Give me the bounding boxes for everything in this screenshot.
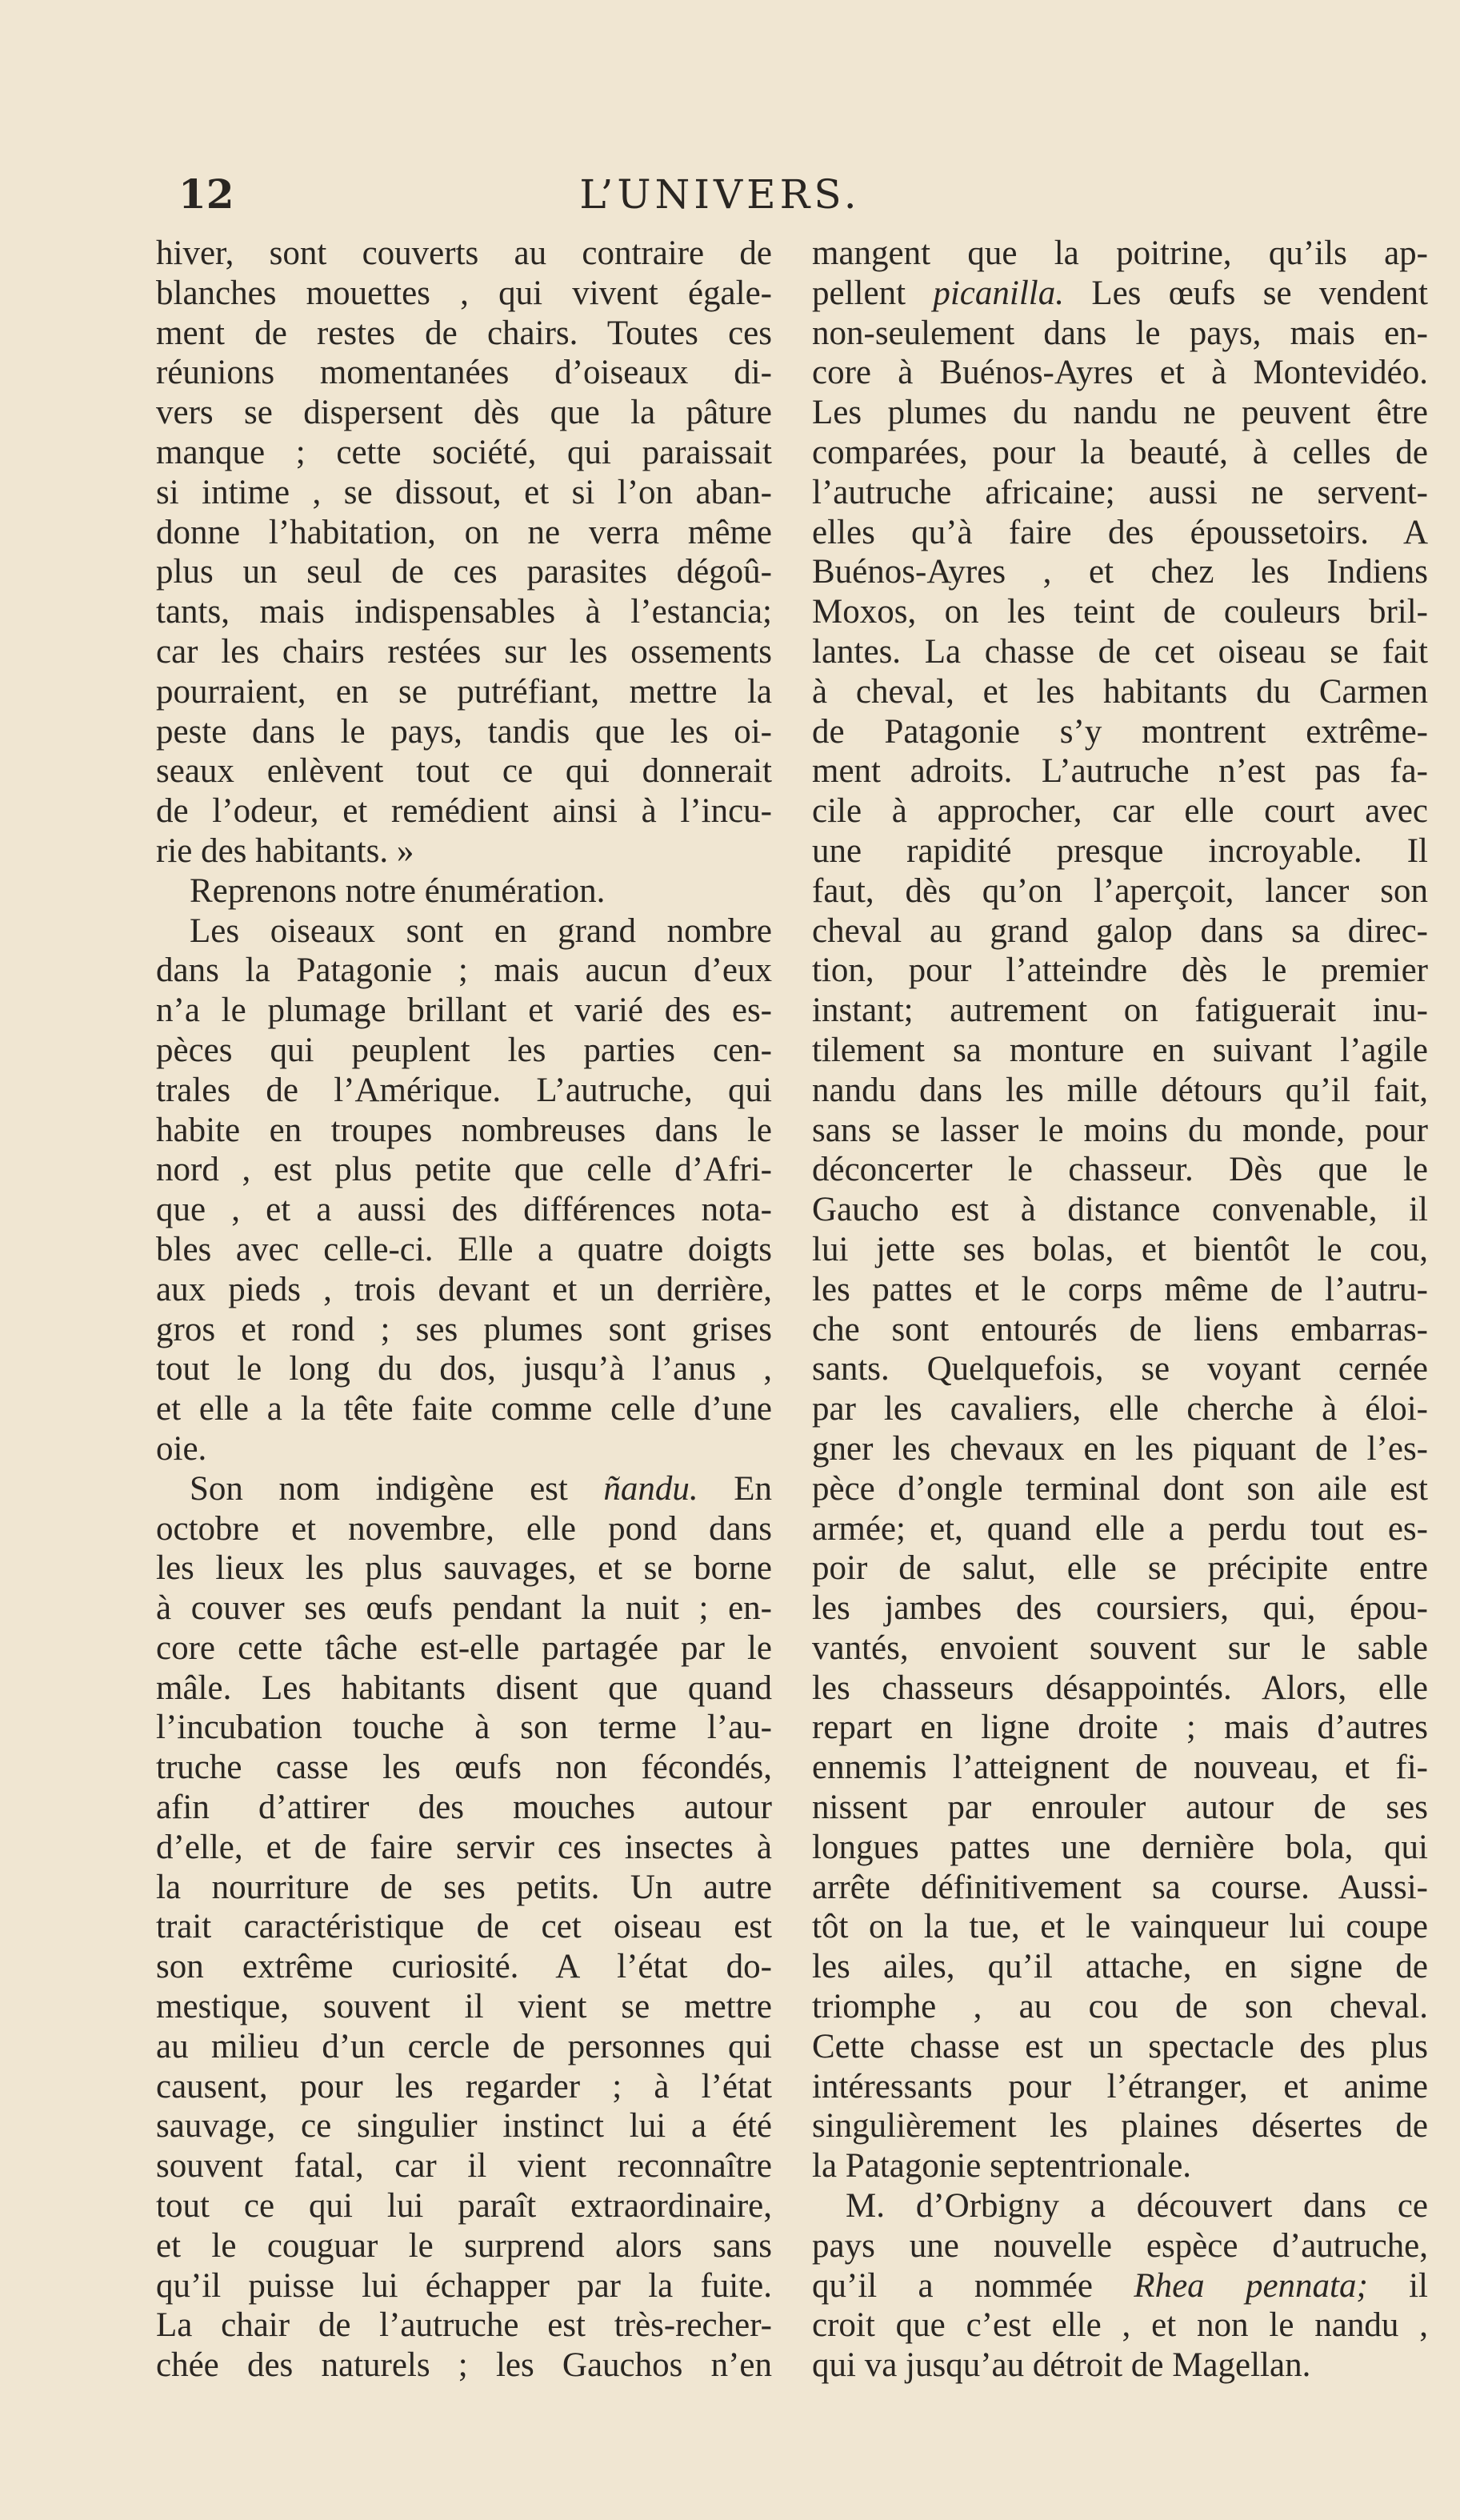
- text-line: [156, 2146, 772, 2186]
- page-header: [156, 166, 1284, 222]
- line-tail: il: [1367, 2266, 1429, 2305]
- text-line: [812, 473, 1428, 513]
- text-line: [812, 791, 1428, 831]
- text-line: [156, 1349, 772, 1389]
- line-text: qu’il a nommée: [812, 2266, 1093, 2305]
- text-line: [812, 433, 1428, 473]
- line-text: réunions momentanées d’oiseaux di-: [156, 354, 772, 392]
- text-line: [812, 1389, 1428, 1429]
- line-text: son extrême curiosité. A l’état do-: [156, 1948, 772, 1986]
- line-text: tion, pour l’atteindre dès le premier: [812, 952, 1428, 990]
- line-text: déconcerter le chasseur. Dès que le: [812, 1151, 1428, 1189]
- text-line: [156, 1788, 772, 1828]
- line-text: aux pieds , trois devant et un derrière,: [156, 1270, 772, 1308]
- text-line: [812, 2226, 1428, 2266]
- line-text: armée; et, quand elle a perdu tout es-: [812, 1509, 1428, 1548]
- line-text: mangent que la poitrine, qu’ils ap-: [812, 234, 1428, 272]
- line-text: vers se dispersent dès que la pâture: [156, 394, 772, 432]
- line-text: nandu dans les mille détours qu’il fait,: [812, 1071, 1428, 1109]
- text-line: [812, 393, 1428, 433]
- text-line: [156, 1947, 772, 1987]
- line-text: gros et rond ; ses plumes sont grises: [156, 1310, 772, 1348]
- line-text: les jambes des coursiers, qui, épou-: [812, 1589, 1428, 1628]
- line-text: habite en troupes nombreuses dans le: [156, 1111, 772, 1149]
- text-line: [812, 1429, 1428, 1469]
- text-line: [156, 2186, 772, 2226]
- line-text: tants, mais indispensables à l’estancia;: [156, 593, 772, 631]
- line-text: blanches mouettes , qui vivent égale-: [156, 274, 772, 312]
- text-line: [156, 1071, 772, 1111]
- line-text: hiver, sont couverts au contraire de: [156, 234, 772, 272]
- text-line: [812, 1788, 1428, 1828]
- text-line: [812, 1629, 1428, 1669]
- text-line: [156, 314, 772, 354]
- line-text: cile à approcher, car elle court avec: [812, 792, 1428, 831]
- line-tail: Les œufs se vendent: [1063, 274, 1428, 312]
- line-text: peste dans le pays, tandis que les oi-: [156, 712, 772, 751]
- line-text: pellent: [812, 274, 906, 312]
- line-text: M. d’Orbigny a découvert dans ce: [846, 2187, 1428, 2226]
- text-line: [812, 751, 1428, 791]
- line-text: trales de l’Amérique. L’autruche, qui: [156, 1071, 772, 1109]
- text-line: [812, 2027, 1428, 2067]
- text-line: [812, 1150, 1428, 1190]
- line-text: croit que c’est elle , et non le nandu ,: [812, 2306, 1428, 2345]
- text-line: [812, 991, 1428, 1031]
- line-text: chée des naturels ; les Gauchos n’en: [156, 2346, 772, 2385]
- text-line: [156, 1548, 772, 1589]
- page-number: 12: [178, 170, 234, 218]
- text-line: [156, 353, 772, 393]
- text-line: [812, 1907, 1428, 1947]
- text-line: [812, 1509, 1428, 1549]
- text-line: [156, 274, 772, 314]
- text-line: [156, 592, 772, 632]
- line-text: sans se lasser le moins du monde, pour: [812, 1111, 1428, 1149]
- line-text: à couver ses œufs pendant la nuit ; en-: [156, 1589, 772, 1628]
- text-line: [812, 632, 1428, 672]
- text-line: [812, 2067, 1428, 2107]
- text-line: [156, 1708, 772, 1748]
- text-line: [156, 2306, 772, 2346]
- line-text: et le couguar le surprend alors sans: [156, 2226, 772, 2265]
- text-line: [156, 871, 772, 911]
- text-line: [156, 1310, 772, 1350]
- text-line: [156, 1748, 772, 1788]
- text-line: [812, 353, 1428, 393]
- text-line: [812, 911, 1428, 952]
- text-line: [812, 2306, 1428, 2346]
- line-text: souvent fatal, car il vient reconnaître: [156, 2147, 772, 2185]
- line-text: Moxos, on les teint de couleurs bril-: [812, 593, 1428, 631]
- text-line: [156, 393, 772, 433]
- line-text: tout le long du dos, jusqu’à l’anus ,: [156, 1350, 772, 1388]
- line-text: vantés, envoient souvent sur le sable: [812, 1629, 1428, 1667]
- text-line: [812, 712, 1428, 752]
- line-text: mâle. Les habitants disent que quand: [156, 1669, 772, 1707]
- line-text: Gaucho est à distance convenable, il: [812, 1191, 1428, 1229]
- line-text: intéressants pour l’étranger, et anime: [812, 2067, 1428, 2105]
- line-text: Son nom indigène est: [190, 1469, 568, 1508]
- line-text: nord , est plus petite que celle d’Afri-: [156, 1151, 772, 1189]
- text-line: [812, 1111, 1428, 1151]
- line-text: une rapidité presque incroyable. Il: [812, 831, 1428, 870]
- line-text: dans la Patagonie ; mais aucun d’eux: [156, 952, 772, 990]
- line-text: truche casse les œufs non fécondés,: [156, 1749, 772, 1787]
- line-text: nissent par enrouler autour de ses: [812, 1789, 1428, 1827]
- text-line: [156, 1509, 772, 1549]
- line-text: pèces qui peuplent les parties cen-: [156, 1031, 772, 1069]
- text-line: [156, 1111, 772, 1151]
- line-text: ment de restes de chairs. Toutes ces: [156, 314, 772, 352]
- line-text: de l’odeur, et remédient ainsi à l’incu-: [156, 792, 772, 831]
- text-column-left: [156, 234, 772, 2386]
- line-text: de Patagonie s’y montrent extrême-: [812, 712, 1428, 751]
- line-text: longues pattes une dernière bola, qui: [812, 1828, 1428, 1866]
- text-line: [156, 433, 772, 473]
- line-text: pays une nouvelle espèce d’autruche,: [812, 2226, 1428, 2265]
- text-line: [812, 1469, 1428, 1509]
- line-text: qui va jusqu’au détroit de Magellan.: [812, 2346, 1311, 2385]
- line-text: non-seulement dans le pays, mais en-: [812, 314, 1428, 352]
- text-line: [156, 2067, 772, 2107]
- text-line: [156, 1031, 772, 1071]
- line-text: lantes. La chasse de cet oiseau se fait: [812, 632, 1428, 671]
- text-line: [812, 2146, 1428, 2186]
- text-line: [156, 1469, 772, 1509]
- line-text: les chasseurs désappointés. Alors, elle: [812, 1669, 1428, 1707]
- line-text: core à Buénos-Ayres et à Montevidéo.: [812, 354, 1428, 392]
- text-line: [156, 1270, 772, 1310]
- line-text: octobre et novembre, elle pond dans: [156, 1509, 772, 1548]
- text-line: [156, 1907, 772, 1947]
- text-line: [812, 1031, 1428, 1071]
- text-line: [812, 2346, 1428, 2386]
- text-line: [156, 1389, 772, 1429]
- text-line: [156, 473, 772, 513]
- line-text: Buénos-Ayres , et chez les Indiens: [812, 553, 1428, 591]
- text-line: [812, 1589, 1428, 1629]
- text-line: [812, 1270, 1428, 1310]
- line-text: pèce d’ongle terminal dont son aile est: [812, 1469, 1428, 1508]
- text-line: [156, 2027, 772, 2067]
- italic-term: picanilla.: [933, 274, 1064, 312]
- line-text: Reprenons notre énumération.: [190, 871, 606, 910]
- line-text: arrête définitivement sa course. Aussi-: [812, 1868, 1428, 1906]
- text-line: [812, 672, 1428, 712]
- text-line: [156, 1669, 772, 1709]
- text-line: [156, 991, 772, 1031]
- text-line: [156, 234, 772, 274]
- italic-term: Rhea pennata;: [1134, 2266, 1368, 2305]
- line-text: manque ; cette société, qui paraissait: [156, 433, 772, 471]
- text-line: [812, 1230, 1428, 1270]
- line-text: trait caractéristique de cet oiseau est: [156, 1908, 772, 1946]
- line-text: seaux enlèvent tout ce qui donnerait: [156, 752, 772, 791]
- line-text: les ailes, qu’il attache, en signe de: [812, 1948, 1428, 1986]
- text-line: [156, 712, 772, 752]
- line-text: repart en ligne droite ; mais d’autres: [812, 1709, 1428, 1747]
- line-text: tôt on la tue, et le vainqueur lui coupe: [812, 1908, 1428, 1946]
- line-text: la nourriture de ses petits. Un autre: [156, 1868, 772, 1906]
- line-text: tilement sa monture en suivant l’agile: [812, 1031, 1428, 1069]
- line-text: triomphe , au cou de son cheval.: [812, 1988, 1428, 2026]
- text-line: [812, 592, 1428, 632]
- line-text: ment adroits. L’autruche n’est pas fa-: [812, 752, 1428, 791]
- line-text: plus un seul de ces parasites dégoû-: [156, 553, 772, 591]
- line-tail: En: [698, 1469, 772, 1508]
- line-text: oie.: [156, 1429, 207, 1468]
- line-text: à cheval, et les habitants du Carmen: [812, 672, 1428, 711]
- line-text: elles qu’à faire des époussetoirs. A: [812, 513, 1428, 551]
- line-text: que , et a aussi des différences nota-: [156, 1191, 772, 1229]
- text-line: [156, 911, 772, 952]
- line-text: tout ce qui lui paraît extraordinaire,: [156, 2187, 772, 2226]
- text-line: [812, 1868, 1428, 1908]
- text-line: [812, 513, 1428, 553]
- line-text: instant; autrement on fatiguerait inu-: [812, 992, 1428, 1030]
- line-text: n’a le plumage brillant et varié des es-: [156, 992, 772, 1030]
- line-text: cheval au grand galop dans sa direc-: [812, 911, 1428, 950]
- line-text: rie des habitants. »: [156, 831, 414, 870]
- text-line: [812, 1987, 1428, 2027]
- text-line: [812, 2106, 1428, 2146]
- line-text: car les chairs restées sur les ossements: [156, 632, 772, 671]
- line-text: qu’il puisse lui échapper par la fuite.: [156, 2266, 772, 2305]
- line-text: sants. Quelquefois, se voyant cernée: [812, 1350, 1428, 1388]
- text-line: [156, 2106, 772, 2146]
- text-line: [812, 552, 1428, 592]
- text-column-right: [812, 234, 1428, 2386]
- line-text: ennemis l’atteignent de nouveau, et fi-: [812, 1749, 1428, 1787]
- line-text: pourraient, en se putréfiant, mettre la: [156, 672, 772, 711]
- line-text: Cette chasse est un spectacle des plus: [812, 2027, 1428, 2065]
- text-line: [812, 1947, 1428, 1987]
- text-line: [156, 513, 772, 553]
- line-text: d’elle, et de faire servir ces insectes à: [156, 1828, 772, 1866]
- text-line: [156, 2266, 772, 2306]
- text-line: [812, 951, 1428, 991]
- text-line: [156, 951, 772, 991]
- text-line: [156, 751, 772, 791]
- text-line: [156, 791, 772, 831]
- text-line: [812, 871, 1428, 911]
- line-text: donne l’habitation, on ne verra même: [156, 513, 772, 551]
- text-line: [156, 1828, 772, 1868]
- text-line: [156, 1429, 772, 1469]
- line-text: la Patagonie septentrionale.: [812, 2147, 1192, 2185]
- line-text: et elle a la tête faite comme celle d’une: [156, 1390, 772, 1428]
- text-line: [812, 831, 1428, 871]
- text-line: [156, 831, 772, 871]
- line-text: poir de salut, elle se précipite entre: [812, 1549, 1428, 1588]
- text-line: [812, 314, 1428, 354]
- running-title: L’UNIVERS.: [579, 171, 861, 218]
- line-text: par les cavaliers, elle cherche à éloi-: [812, 1390, 1428, 1428]
- text-line: [156, 2226, 772, 2266]
- line-text: lui jette ses bolas, et bientôt le cou,: [812, 1230, 1428, 1268]
- text-line: [812, 1748, 1428, 1788]
- line-text: faut, dès qu’on l’aperçoit, lancer son: [812, 871, 1428, 910]
- line-text: mestique, souvent il vient se mettre: [156, 1988, 772, 2026]
- line-text: l’autruche africaine; aussi ne servent-: [812, 473, 1428, 511]
- line-text: core cette tâche est-elle partagée par le: [156, 1629, 772, 1667]
- text-line: [812, 1071, 1428, 1111]
- text-line: [812, 2266, 1428, 2306]
- text-line: [156, 1190, 772, 1230]
- text-line: [812, 1828, 1428, 1868]
- line-text: singulièrement les plaines désertes de: [812, 2107, 1428, 2145]
- text-line: [812, 1349, 1428, 1389]
- text-line: [156, 632, 772, 672]
- line-text: Les oiseaux sont en grand nombre: [190, 911, 772, 950]
- line-text: causent, pour les regarder ; à l’état: [156, 2067, 772, 2105]
- text-line: [156, 1150, 772, 1190]
- line-text: sauvage, ce singulier instinct lui a été: [156, 2107, 772, 2145]
- text-line: [812, 1708, 1428, 1748]
- text-line: [156, 1629, 772, 1669]
- text-line: [156, 2346, 772, 2386]
- text-line: [812, 1548, 1428, 1589]
- line-text: bles avec celle-ci. Elle a quatre doigts: [156, 1230, 772, 1268]
- line-text: si intime , se dissout, et si l’on aban-: [156, 473, 772, 511]
- text-line: [812, 234, 1428, 274]
- line-text: les lieux les plus sauvages, et se borne: [156, 1549, 772, 1588]
- line-text: La chair de l’autruche est très-recher-: [156, 2306, 772, 2345]
- text-line: [812, 1669, 1428, 1709]
- text-line: [812, 2186, 1428, 2226]
- text-line: [812, 1190, 1428, 1230]
- text-line: [812, 1310, 1428, 1350]
- line-text: les pattes et le corps même de l’autru-: [812, 1270, 1428, 1308]
- text-line: [156, 1589, 772, 1629]
- text-line: [156, 1230, 772, 1270]
- text-line: [156, 1868, 772, 1908]
- text-line: [812, 274, 1428, 314]
- line-text: l’incubation touche à son terme l’au-: [156, 1709, 772, 1747]
- line-text: afin d’attirer des mouches autour: [156, 1789, 772, 1827]
- line-text: Les plumes du nandu ne peuvent être: [812, 394, 1428, 432]
- line-text: gner les chevaux en les piquant de l’es-: [812, 1429, 1428, 1468]
- text-line: [156, 1987, 772, 2027]
- line-text: comparées, pour la beauté, à celles de: [812, 433, 1428, 471]
- italic-term: ñandu.: [603, 1469, 698, 1508]
- text-line: [156, 672, 772, 712]
- text-line: [156, 552, 772, 592]
- line-text: che sont entourés de liens embarras-: [812, 1310, 1428, 1348]
- line-text: au milieu d’un cercle de personnes qui: [156, 2027, 772, 2065]
